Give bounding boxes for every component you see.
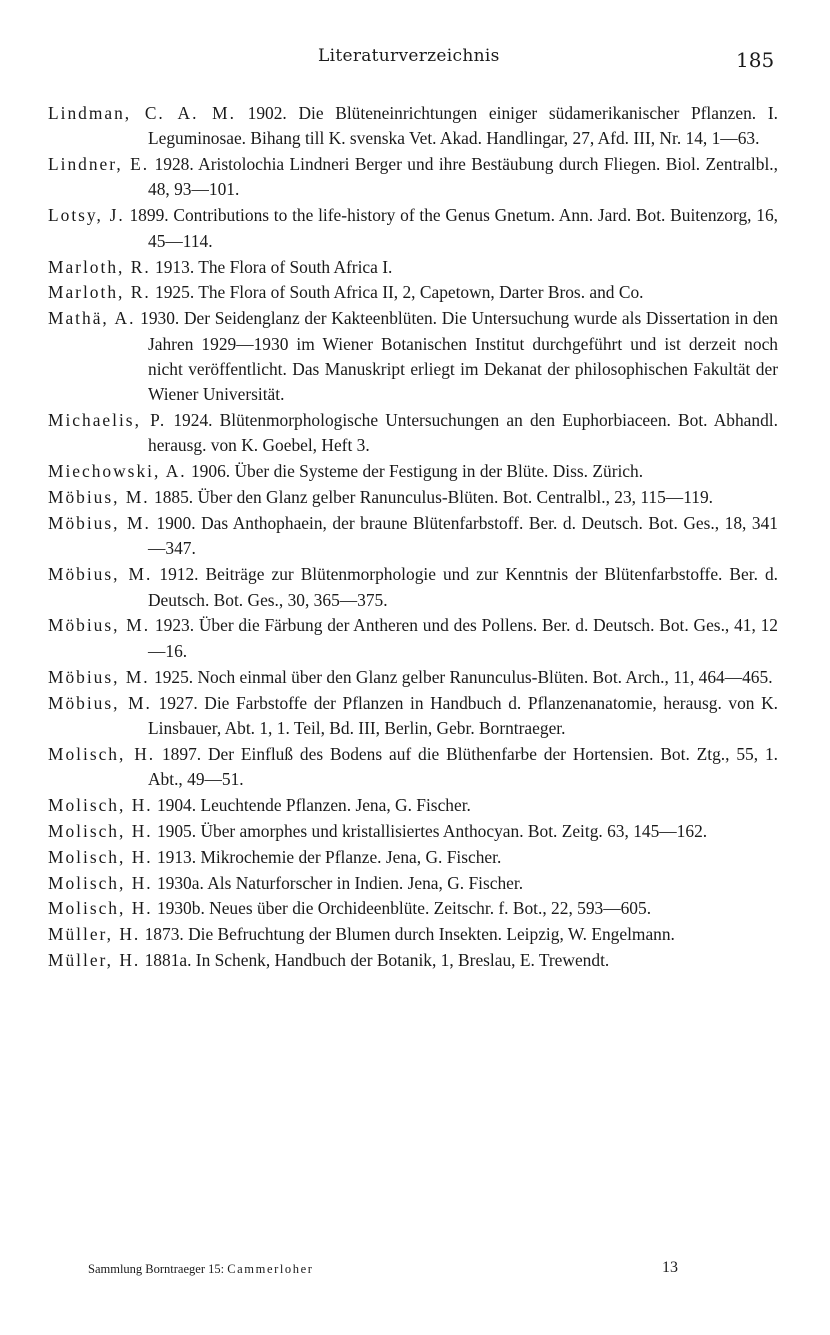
- bibliography-entry: [48, 408, 778, 459]
- entry-text: 1924. Blütenmorphologische Untersuchungen an den Euphorbiaceen. Bot. Abhandl. herausg. von K. Goebel, Heft 3.: [148, 410, 778, 456]
- entry-author: Molisch, H.: [48, 898, 153, 919]
- entry-author: Müller, H.: [48, 924, 141, 945]
- entry-text: 1873. Die Befruchtung der Blumen durch Insekten. Leipzig, W. Engelmann.: [144, 924, 675, 945]
- bibliography-entry: [48, 203, 778, 254]
- entry-text: 1900. Das Anthophaein, der braune Blütenfarbstoff. Ber. d. Deutsch. Bot. Ges., 18, 341—347.: [148, 513, 779, 559]
- bibliography-entry: [48, 459, 778, 484]
- entry-text: 1923. Über die Färbung der Antheren und des Pollens. Ber. d. Deutsch. Bot. Ges., 41, 12—16.: [148, 615, 778, 661]
- bibliography-entry: [48, 793, 778, 818]
- entry-text: 1881a. In Schenk, Handbuch der Botanik, 1, Breslau, E. Trewendt.: [144, 950, 610, 971]
- entry-author: Möbius, M.: [48, 615, 151, 636]
- bibliography-entry: [48, 845, 778, 870]
- bibliography-entry: [48, 742, 778, 793]
- running-header: [0, 46, 830, 76]
- entry-author: Molisch, H.: [48, 743, 156, 764]
- entry-author: Miechowski, A.: [48, 461, 187, 482]
- entry-author: Molisch, H.: [48, 820, 153, 841]
- bibliography-entry: [48, 896, 778, 921]
- entry-text: 1930b. Neues über die Orchideenblüte. Zeitschr. f. Bot., 22, 593—605.: [156, 898, 652, 919]
- bibliography-entry: [48, 306, 778, 407]
- entry-text: 1906. Über die Systeme der Festigung in der Blüte. Diss. Zürich.: [190, 461, 644, 482]
- entry-author: Molisch, H.: [48, 794, 153, 815]
- entry-text: 1928. Aristolochia Lindneri Berger und ihre Bestäubung durch Fliegen. Biol. Zentralbl., 48, 93—101.: [148, 154, 778, 200]
- bibliography-entry: [48, 485, 778, 510]
- bibliography-entry: [48, 280, 778, 305]
- entry-text: 1925. Noch einmal über den Glanz gelber Ranunculus-Blüten. Bot. Arch., 11, 464—465.: [154, 666, 773, 687]
- entry-text: 1927. Die Farbstoffe der Pflanzen in Handbuch d. Pflanzenanatomie, herausg. von K. Linsbauer, Abt. 1, 1. Teil, Bd. III, Berlin, Gebr. Borntraeger.: [148, 692, 778, 738]
- entry-author: Möbius, M.: [48, 513, 151, 534]
- entry-author: Molisch, H.: [48, 872, 153, 893]
- bibliography-entry: [48, 255, 778, 280]
- entry-text: 1902. Die Blüteneinrichtungen einiger südamerikanischer Pflanzen. I. Leguminosae. Bihang till K. svenska Vet. Akad. Handlingar, 27, Afd. III, Nr. 14, 1—63.: [148, 103, 778, 149]
- bibliography-entry: [48, 101, 778, 152]
- page-footer: [88, 1259, 688, 1282]
- page-number: 185: [736, 48, 775, 72]
- entry-text: 1905. Über amorphes und kristallisiertes Anthocyan. Bot. Zeitg. 63, 145—162.: [156, 820, 708, 841]
- footer-series: Sammlung Borntraeger 15:: [88, 1262, 225, 1276]
- entry-text: 1897. Der Einfluß des Bodens auf die Blüthenfarbe der Hortensien. Bot. Ztg., 55, 1. Abt., 49—51.: [148, 743, 778, 790]
- running-title: Literaturverzeichnis: [318, 46, 500, 66]
- entry-author: Marloth, R.: [48, 256, 151, 277]
- entry-author: Lotsy, J.: [48, 205, 125, 226]
- entry-text: 1930. Der Seidenglanz der Kakteenblüten. Die Untersuchung wurde als Dissertation in den Jahren 1929—1930 im Wiener Botanischen Institut durchgeführt und ist derzeit noch nicht veröffentlicht. Das Manuskript erliegt im Dekanat der philosophischen Fakultät der Wiener Universität.: [140, 308, 778, 405]
- bibliography-entry: [48, 691, 778, 742]
- entry-author: Molisch, H.: [48, 846, 153, 867]
- entry-text: 1930a. Als Naturforscher in Indien. Jena, G. Fischer.: [156, 872, 524, 893]
- entry-author: Marloth, R.: [48, 282, 151, 303]
- bibliography-entry: [48, 152, 778, 203]
- entry-author: Möbius, M.: [48, 487, 150, 508]
- entry-text: 1913. Mikrochemie der Pflanze. Jena, G. Fischer.: [156, 846, 502, 867]
- entry-text: 1912. Beiträge zur Blütenmorphologie und zur Kenntnis der Blütenfarbstoffe. Ber. d. Deutsch. Bot. Ges., 30, 365—375.: [148, 564, 778, 610]
- entry-text: 1904. Leuchtende Pflanzen. Jena, G. Fischer.: [156, 794, 471, 815]
- entry-text: 1913. The Flora of South Africa I.: [155, 256, 393, 277]
- bibliography-entry: [48, 922, 778, 947]
- entry-author: Möbius, M.: [48, 666, 150, 687]
- sheet-signature: 13: [662, 1259, 678, 1276]
- bibliography-entry: [48, 948, 778, 973]
- entry-author: Möbius, M.: [48, 564, 153, 585]
- entry-text: 1899. Contributions to the life-history of the Genus Gnetum. Ann. Jard. Bot. Buitenzorg, 16, 45—114.: [129, 205, 778, 251]
- bibliography-entry: [48, 819, 778, 844]
- footer-series-author: Cammerloher: [227, 1262, 314, 1276]
- bibliography-list: [48, 101, 778, 974]
- entry-author: Mathä, A.: [48, 308, 136, 329]
- bibliography-entry: [48, 613, 778, 664]
- entry-text: 1925. The Flora of South Africa II, 2, Capetown, Darter Bros. and Co.: [155, 282, 644, 303]
- bibliography-entry: [48, 562, 778, 613]
- entry-author: Lindner, E.: [48, 154, 150, 175]
- bibliography-entry: [48, 665, 778, 690]
- bibliography-entry: [48, 511, 778, 562]
- entry-text: 1885. Über den Glanz gelber Ranunculus-Blüten. Bot. Centralbl., 23, 115—119.: [154, 487, 713, 508]
- bibliography-entry: [48, 871, 778, 896]
- entry-author: Müller, H.: [48, 950, 141, 971]
- entry-author: Michaelis, P.: [48, 410, 167, 431]
- entry-author: Möbius, M.: [48, 692, 152, 713]
- entry-author: Lindman, C. A. M.: [48, 103, 236, 123]
